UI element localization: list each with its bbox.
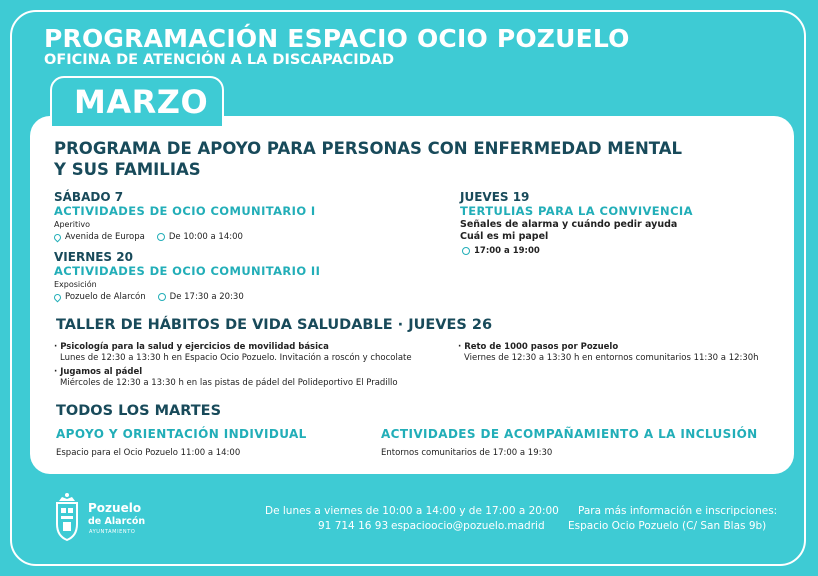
logo-tagline: AYUNTAMIENTO	[89, 529, 136, 535]
event-friday	[54, 250, 320, 302]
event-time: 17:00 a 19:00	[474, 246, 540, 256]
event-place: Pozuelo de Alarcón	[65, 292, 146, 302]
event-detail: Aperitivo	[54, 220, 90, 229]
clock-icon	[462, 247, 470, 255]
event-time: De 17:30 a 20:30	[169, 292, 244, 302]
workshop-item	[54, 342, 412, 363]
workshop-item-detail: Miércoles de 12:30 a 13:30 h en las pistas de pádel del Polideportivo El Pradillo	[60, 378, 398, 388]
program-card	[30, 116, 794, 474]
workshop-item-title: · Reto de 1000 pasos por Pozuelo	[458, 342, 619, 352]
coat-of-arms-icon	[54, 492, 80, 542]
program-title	[54, 138, 754, 180]
page-subtitle: OFICINA DE ATENCIÓN A LA DISCAPACIDAD	[44, 52, 394, 68]
event-day: VIERNES 20	[54, 250, 133, 264]
opening-hours: De lunes a viernes de 10:00 a 14:00 y de 17:00 a 20:00	[265, 505, 559, 517]
location-pin-icon	[53, 292, 63, 302]
page-title: PROGRAMACIÓN ESPACIO OCIO POZUELO	[44, 24, 630, 53]
event-meta	[54, 292, 320, 302]
event-time: De 10:00 a 14:00	[168, 232, 243, 242]
event-day: JUEVES 19	[460, 190, 530, 204]
tuesdays-left-text: Espacio para el Ocio Pozuelo 11:00 a 14:00	[56, 448, 241, 458]
event-thursday	[460, 190, 693, 256]
workshop-item-detail: Viernes de 12:30 a 13:30 h en entornos comunitarios 11:30 a 12:30h	[464, 353, 759, 363]
program-title-line2: Y SUS FAMILIAS	[54, 160, 201, 179]
event-saturday	[54, 190, 316, 242]
event-place: Avenida de Europa	[65, 232, 145, 242]
tuesdays-title: TODOS LOS MARTES	[56, 403, 222, 419]
clock-icon	[158, 293, 166, 301]
info-line-2: Espacio Ocio Pozuelo (C/ San Blas 9b)	[568, 520, 767, 532]
location-pin-icon	[53, 232, 63, 242]
clock-icon	[157, 233, 165, 241]
program-title-line1: PROGRAMA DE APOYO PARA PERSONAS CON ENFERMEDAD MENTAL	[54, 139, 683, 158]
email-address: espacioocio@pozuelo.madrid	[391, 520, 545, 532]
tuesdays-right-heading: ACTIVIDADES DE ACOMPAÑAMIENTO A LA INCLUSIÓN	[381, 427, 758, 441]
tuesdays-left-heading: APOYO Y ORIENTACIÓN INDIVIDUAL	[56, 427, 307, 441]
event-meta	[460, 246, 693, 256]
workshop-item	[458, 342, 759, 363]
event-detail: Exposición	[54, 280, 97, 289]
tuesdays-right-text: Entornos comunitarios de 17:00 a 19:30	[381, 448, 553, 458]
workshop-title: TALLER DE HÁBITOS DE VIDA SALUDABLE · JUEVES 26	[56, 317, 493, 333]
event-activity: ACTIVIDADES DE OCIO COMUNITARIO I	[54, 204, 316, 218]
logo-subname: de Alarcón	[88, 516, 146, 527]
phone-number: 91 714 16 93	[318, 520, 389, 532]
workshop-item-title: · Psicología para la salud y ejercicios de movilidad básica	[54, 342, 329, 352]
event-topic-2: Cuál es mi papel	[460, 231, 549, 242]
municipality-logo	[54, 492, 154, 544]
event-meta	[54, 232, 316, 242]
event-topic-1: Señales de alarma y cuándo pedir ayuda	[460, 219, 678, 230]
event-activity: ACTIVIDADES DE OCIO COMUNITARIO II	[54, 264, 321, 278]
month-tab	[50, 76, 224, 128]
workshop-item-detail: Lunes de 12:30 a 13:30 h en Espacio Ocio Pozuelo. Invitación a roscón y chocolate	[60, 353, 412, 363]
event-activity: TERTULIAS PARA LA CONVIVENCIA	[460, 204, 693, 218]
workshop-item-title: · Jugamos al pádel	[54, 367, 143, 377]
info-line-1: Para más información e inscripciones:	[578, 505, 778, 517]
logo-name: Pozuelo	[88, 501, 142, 515]
workshop-item	[54, 367, 398, 388]
month-label: MARZO	[74, 83, 209, 121]
event-day: SÁBADO 7	[54, 190, 124, 204]
